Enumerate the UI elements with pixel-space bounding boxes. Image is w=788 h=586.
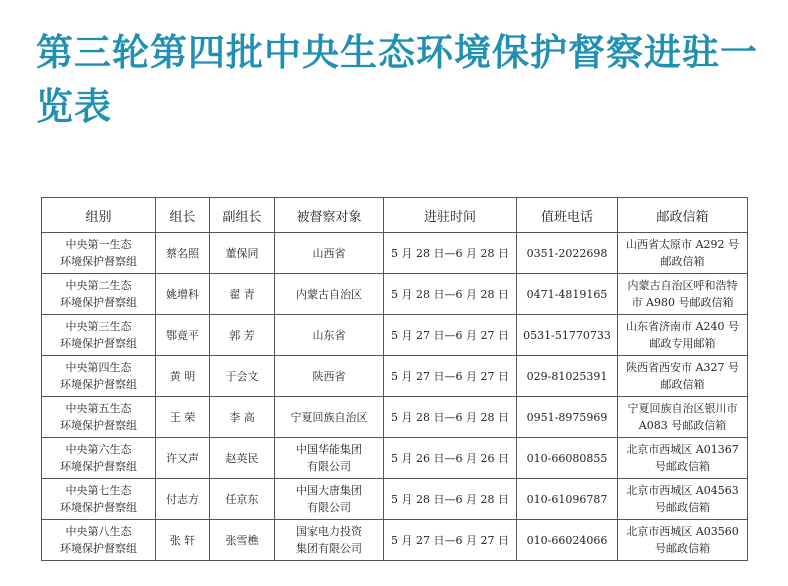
table-row	[42, 438, 748, 479]
mailbox-cell: 北京市西城区 A03560 号邮政信箱	[618, 520, 748, 561]
period-cell: 5 月 28 日—6 月 28 日	[384, 397, 517, 438]
table-row	[42, 356, 748, 397]
target-cell: 山东省	[275, 315, 384, 356]
table-row	[42, 274, 748, 315]
inspection-table	[41, 197, 748, 561]
period-cell: 5 月 27 日—6 月 27 日	[384, 356, 517, 397]
page-title: 第三轮第四批中央生态环境保护督察进驻一览表	[36, 31, 758, 128]
table-row	[42, 397, 748, 438]
table-row	[42, 520, 748, 561]
phone-cell: 029-81025391	[517, 356, 618, 397]
leader-cell: 黄 明	[156, 356, 210, 397]
group-cell: 中央第二生态 环境保护督察组	[42, 274, 156, 315]
period-cell: 5 月 27 日—6 月 27 日	[384, 315, 517, 356]
mailbox-cell: 陕西省西安市 A327 号 邮政信箱	[618, 356, 748, 397]
phone-cell: 0471-4819165	[517, 274, 618, 315]
phone-cell: 010-61096787	[517, 479, 618, 520]
group-cell: 中央第六生态 环境保护督察组	[42, 438, 156, 479]
target-cell: 中国大唐集团 有限公司	[275, 479, 384, 520]
target-cell: 国家电力投资 集团有限公司	[275, 520, 384, 561]
mailbox-cell: 山西省太原市 A292 号 邮政信箱	[618, 233, 748, 274]
leader-cell: 许又声	[156, 438, 210, 479]
table-row	[42, 315, 748, 356]
column-header-deputy: 副组长	[210, 198, 275, 233]
mailbox-cell: 内蒙古自治区呼和浩特 市 A980 号邮政信箱	[618, 274, 748, 315]
table-row	[42, 233, 748, 274]
period-cell: 5 月 26 日—6 月 26 日	[384, 438, 517, 479]
group-cell: 中央第五生态 环境保护督察组	[42, 397, 156, 438]
group-cell: 中央第七生态 环境保护督察组	[42, 479, 156, 520]
column-header-target: 被督察对象	[275, 198, 384, 233]
phone-cell: 0951-8975969	[517, 397, 618, 438]
target-cell: 宁夏回族自治区	[275, 397, 384, 438]
group-cell: 中央第四生态 环境保护督察组	[42, 356, 156, 397]
deputy-cell: 于会文	[210, 356, 275, 397]
table-header-row	[42, 198, 748, 233]
target-cell: 陕西省	[275, 356, 384, 397]
target-cell: 山西省	[275, 233, 384, 274]
column-header-group: 组别	[42, 198, 156, 233]
target-cell: 中国华能集团 有限公司	[275, 438, 384, 479]
mailbox-cell: 北京市西城区 A01367 号邮政信箱	[618, 438, 748, 479]
leader-cell: 张 轩	[156, 520, 210, 561]
deputy-cell: 赵英民	[210, 438, 275, 479]
column-header-mailbox: 邮政信箱	[618, 198, 748, 233]
group-cell: 中央第三生态 环境保护督察组	[42, 315, 156, 356]
period-cell: 5 月 28 日—6 月 28 日	[384, 233, 517, 274]
leader-cell: 王 荣	[156, 397, 210, 438]
leader-cell: 鄂竟平	[156, 315, 210, 356]
mailbox-cell: 宁夏回族自治区银川市 A083 号邮政信箱	[618, 397, 748, 438]
group-cell: 中央第一生态 环境保护督察组	[42, 233, 156, 274]
phone-cell: 010-66080855	[517, 438, 618, 479]
column-header-phone: 值班电话	[517, 198, 618, 233]
mailbox-cell: 北京市西城区 A04563 号邮政信箱	[618, 479, 748, 520]
deputy-cell: 董保同	[210, 233, 275, 274]
mailbox-cell: 山东省济南市 A240 号 邮政专用邮箱	[618, 315, 748, 356]
column-header-leader: 组长	[156, 198, 210, 233]
period-cell: 5 月 27 日—6 月 27 日	[384, 520, 517, 561]
period-cell: 5 月 28 日—6 月 28 日	[384, 479, 517, 520]
deputy-cell: 翟 青	[210, 274, 275, 315]
leader-cell: 蔡名照	[156, 233, 210, 274]
column-header-period: 进驻时间	[384, 198, 517, 233]
group-cell: 中央第八生态 环境保护督察组	[42, 520, 156, 561]
period-cell: 5 月 28 日—6 月 28 日	[384, 274, 517, 315]
phone-cell: 0531-51770733	[517, 315, 618, 356]
deputy-cell: 郭 芳	[210, 315, 275, 356]
phone-cell: 010-66024066	[517, 520, 618, 561]
target-cell: 内蒙古自治区	[275, 274, 384, 315]
deputy-cell: 张雪樵	[210, 520, 275, 561]
deputy-cell: 任京东	[210, 479, 275, 520]
leader-cell: 姚增科	[156, 274, 210, 315]
table-row	[42, 479, 748, 520]
phone-cell: 0351-2022698	[517, 233, 618, 274]
leader-cell: 付志方	[156, 479, 210, 520]
deputy-cell: 李 高	[210, 397, 275, 438]
